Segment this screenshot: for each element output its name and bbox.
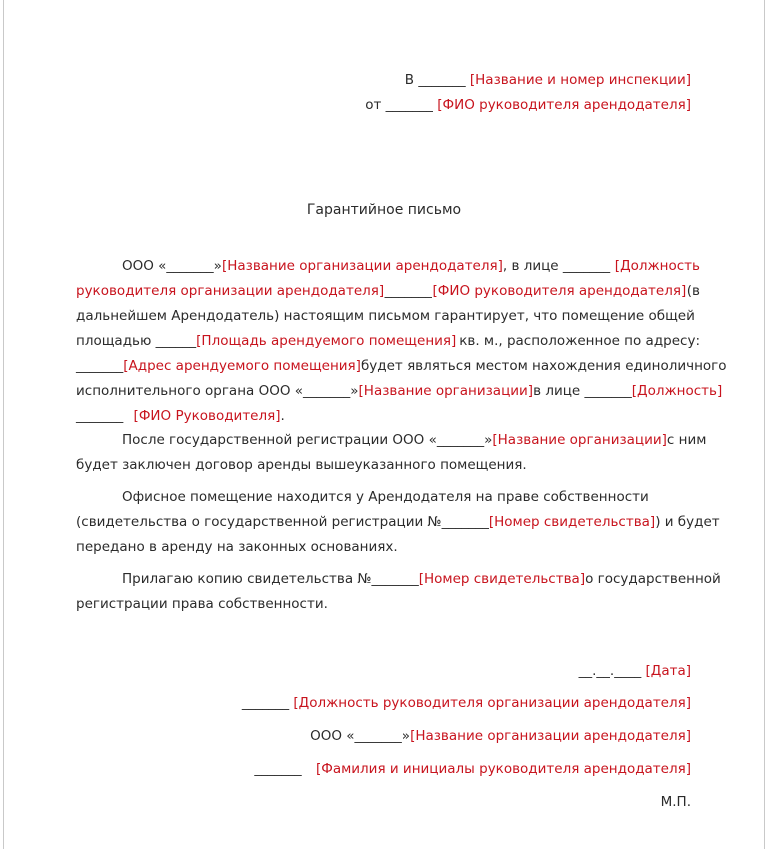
p3-line-2 [76, 514, 720, 530]
blank: _______ [76, 358, 124, 374]
p4-line-1 [76, 571, 721, 587]
p1-line-2 [76, 283, 700, 299]
p1-line-1 [76, 258, 700, 274]
stamp-place: М.П. [660, 794, 691, 810]
org-name-field: [Название организации] [358, 383, 534, 399]
landlord-org-field: [Название организации арендодателя] [221, 258, 503, 274]
head-name-field: [ФИО Руководителя] [133, 408, 281, 424]
signature-org-line [310, 728, 691, 744]
text: регистрации права собственности. [76, 596, 328, 612]
text: площадью ______ [76, 333, 197, 349]
p1-line-7 [76, 408, 285, 424]
signature-blank: _______ [241, 695, 290, 711]
date-blank: __.__.____ [578, 663, 642, 679]
signatory-position-field: [Должность руководителя организации арендодателя] [293, 695, 691, 711]
text: исполнительного органа ООО «_______» [76, 383, 359, 399]
blank: _______ [384, 283, 432, 299]
text: ООО «_______» [310, 728, 411, 744]
text: передано в аренду на законных основаниях. [76, 539, 398, 555]
date-field: [Дата] [645, 663, 691, 679]
p2-line-1 [76, 432, 707, 448]
sender-prefix: от _______ [365, 97, 433, 113]
area-field: [Площадь арендуемого помещения] [196, 333, 457, 349]
address-field: [Адрес арендуемого помещения] [123, 358, 361, 374]
document-page [3, 0, 765, 849]
text: о государственной [585, 571, 721, 587]
text: , в лице _______ [502, 258, 611, 274]
position-field: [Должность [614, 258, 700, 274]
certificate-number-field: [Номер свидетельства] [488, 514, 656, 530]
text: ООО «_______» [122, 258, 222, 274]
p1-line-4 [76, 333, 700, 349]
recipient-prefix: В _______ [404, 72, 466, 88]
signature-position-line [242, 695, 691, 711]
p4-line-2 [76, 596, 328, 612]
text: Офисное помещение находится у Арендодателя на праве собственности [122, 489, 649, 505]
recipient-line [405, 72, 691, 88]
p3-line-1 [76, 489, 649, 505]
text: (свидетельства о государственной регистрации №_______ [76, 514, 489, 530]
text: ) и будет [655, 514, 720, 530]
p1-line-6 [76, 383, 723, 399]
landlord-head-name-field: [ФИО руководителя арендодателя] [437, 97, 691, 113]
date-line [579, 663, 691, 679]
position-field-cont: руководителя организации арендодателя] [76, 283, 385, 299]
text: дальнейшем Арендодатель) настоящим письмом гарантирует, что помещение общей [76, 308, 695, 324]
landlord-org-field: [Название организации арендодателя] [410, 728, 691, 744]
text: с ним [666, 432, 707, 448]
text: Прилагаю копию свидетельства №_______ [122, 571, 419, 587]
p3-line-3 [76, 539, 398, 555]
inspection-field: [Название и номер инспекции] [469, 72, 691, 88]
text: будет являться местом нахождения единоличного [360, 358, 727, 374]
signatory-name-field: [Фамилия и инициалы руководителя арендодателя] [315, 761, 691, 777]
p1-line-3 [76, 308, 700, 324]
text: После государственной регистрации ООО «_______» [122, 432, 493, 448]
p2-line-2 [76, 457, 527, 473]
p1-line-5 [76, 358, 727, 374]
text: будет заключен договор аренды вышеуказанного помещения. [76, 457, 527, 473]
text: . [280, 408, 285, 424]
signature-blank: _______ [254, 761, 302, 777]
position-field: [Должность] [631, 383, 723, 399]
landlord-head-name-field: [ФИО руководителя арендодателя] [432, 283, 687, 299]
text: кв. м., расположенное по адресу: [459, 333, 700, 349]
document-title: Гарантийное письмо [306, 202, 462, 218]
sender-line [365, 97, 691, 113]
text: в лице _______ [533, 383, 632, 399]
certificate-number-field: [Номер свидетельства] [418, 571, 586, 587]
text: (в [686, 283, 700, 299]
signature-name-line [254, 761, 691, 777]
blank: _______ [76, 408, 124, 424]
org-name-field: [Название организации] [492, 432, 667, 448]
